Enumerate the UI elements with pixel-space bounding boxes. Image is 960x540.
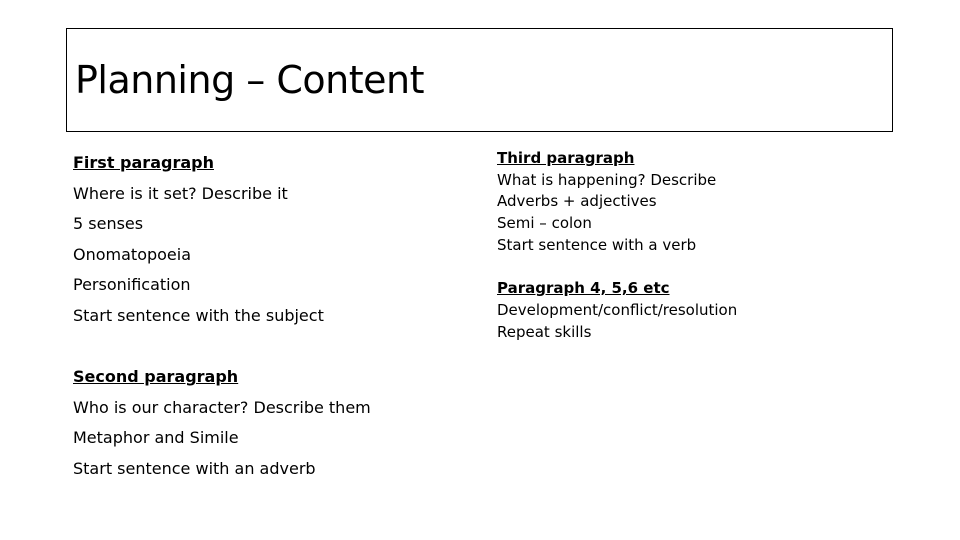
- third-paragraph-item: Adverbs + adjectives: [497, 192, 657, 211]
- third-paragraph-item: Start sentence with a verb: [497, 235, 697, 254]
- first-paragraph-item: Where is it set? Describe it: [73, 183, 288, 203]
- second-paragraph-item: Start sentence with an adverb: [73, 458, 316, 478]
- fourth-paragraph-item: Development/conflict/resolution: [497, 300, 738, 319]
- third-paragraph-item: What is happening? Describe: [497, 170, 717, 189]
- first-paragraph-item: 5 senses: [73, 214, 144, 234]
- third-paragraph-item: Semi – colon: [497, 214, 592, 233]
- right-column: [497, 148, 897, 343]
- left-column: [73, 150, 473, 487]
- first-paragraph-item: Onomatopoeia: [73, 244, 192, 264]
- first-paragraph-heading: First paragraph: [73, 153, 214, 172]
- first-paragraph-item: Personification: [73, 275, 191, 295]
- first-paragraph-item: Start sentence with the subject: [73, 305, 324, 325]
- second-paragraph-item: Who is our character? Describe them: [73, 397, 371, 417]
- spacer: [73, 334, 473, 365]
- third-paragraph-heading: Third paragraph: [497, 149, 635, 167]
- second-paragraph-item: Metaphor and Simile: [73, 428, 239, 448]
- fourth-paragraph-heading: Paragraph 4, 5,6 etc: [497, 279, 670, 298]
- second-paragraph-heading: Second paragraph: [73, 367, 239, 387]
- slide-title: Planning – Content: [75, 58, 424, 102]
- title-box: [66, 28, 893, 132]
- spacer: [497, 256, 897, 278]
- fourth-paragraph-item: Repeat skills: [497, 322, 592, 341]
